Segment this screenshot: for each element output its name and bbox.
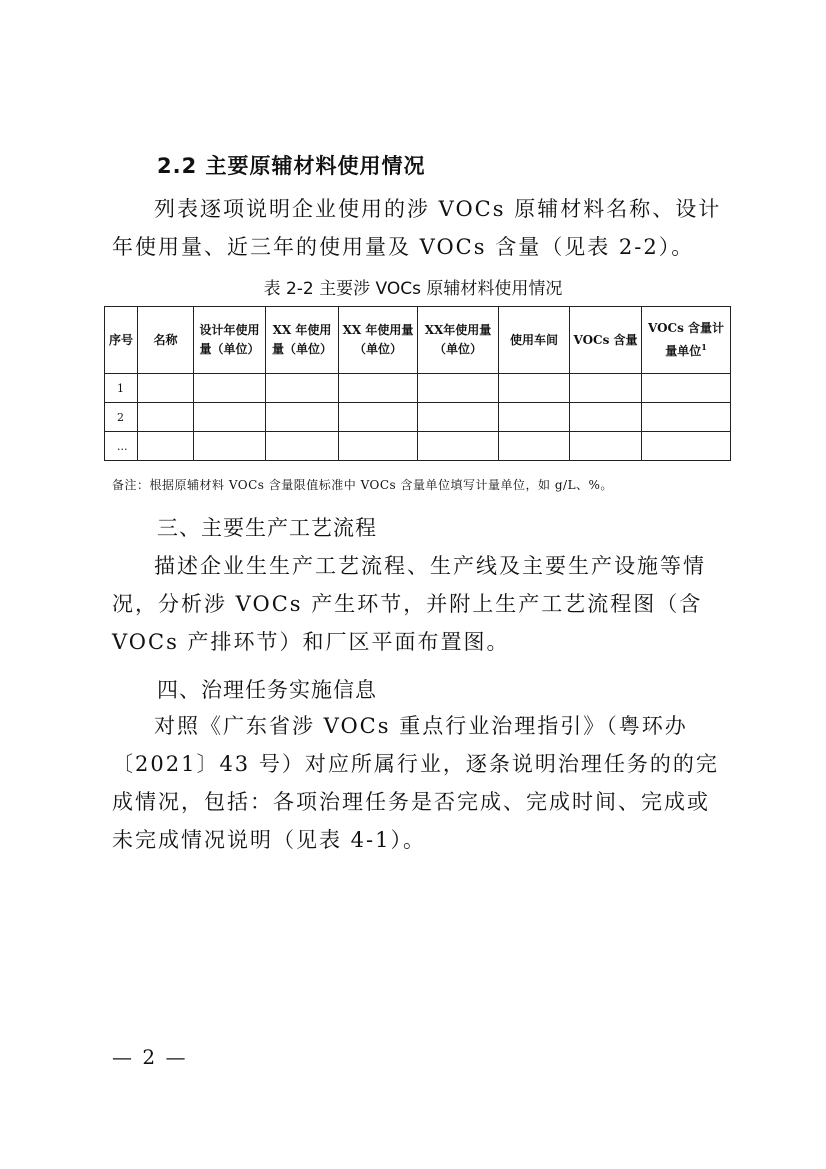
materials-table <box>104 306 731 461</box>
table-cell <box>266 403 339 432</box>
table-cell <box>339 374 418 403</box>
table-cell <box>138 403 194 432</box>
section-4-paragraph: 对照《广东省涉 VOCs 重点行业治理指引》（粤环办〔2021〕43 号）对应所属行业，逐条说明治理任务的的完成情况，包括：各项治理任务是否完成、完成时间、完成或未完成情况说明（见表 4-1）。 <box>112 714 719 852</box>
header-cell <box>642 307 731 374</box>
footnote-mark: 1 <box>701 342 707 352</box>
section-heading-2-2: 2.2 主要原辅材料使用情况 <box>157 154 426 178</box>
table-cell <box>266 432 339 461</box>
section-3-paragraph: 描述企业生生产工艺流程、生产线及主要生产设施等情况，分析涉 VOCs 产生环节，并附上生产工艺流程图（含 VOCs 产排环节）和厂区平面布置图。 <box>112 554 706 654</box>
table-cell <box>499 403 570 432</box>
table-cell <box>194 403 266 432</box>
table-caption: 表 2-2 主要涉 VOCs 原辅材料使用情况 <box>263 279 563 299</box>
section-heading-4: 四、治理任务实施信息 <box>157 678 377 702</box>
header-cell: XX年使用量（单位） <box>418 307 499 374</box>
header-cell: XX 年使用量（单位） <box>339 307 418 374</box>
table-cell <box>499 432 570 461</box>
header-cell: XX 年使用量（单位） <box>266 307 339 374</box>
table-cell <box>570 403 642 432</box>
header-cell: 使用车间 <box>499 307 570 374</box>
table-cell <box>138 374 194 403</box>
table-row <box>105 432 731 461</box>
header-cell: 名称 <box>138 307 194 374</box>
table-row <box>105 374 731 403</box>
table-cell <box>642 432 731 461</box>
table-note: 备注：根据原辅材料 VOCs 含量限值标准中 VOCs 含量单位填写计量单位，如 g/L、%。 <box>112 478 613 492</box>
section-heading-3: 三、主要生产工艺流程 <box>157 516 377 540</box>
table-cell <box>642 403 731 432</box>
table-cell <box>418 432 499 461</box>
table-cell <box>570 432 642 461</box>
header-cell: VOCs 含量 <box>570 307 642 374</box>
table-cell <box>194 374 266 403</box>
table-cell <box>418 403 499 432</box>
page-number: — 2 — <box>112 1045 188 1069</box>
row-number-cell: 1 <box>105 374 138 403</box>
table-cell <box>339 403 418 432</box>
table-header-row <box>105 307 731 374</box>
row-number-cell: 2 <box>105 403 138 432</box>
table-cell <box>266 374 339 403</box>
table-cell <box>339 432 418 461</box>
table-cell <box>194 432 266 461</box>
table-cell <box>418 374 499 403</box>
table-cell <box>138 432 194 461</box>
row-number-cell: ... <box>105 432 138 461</box>
header-cell: 设计年使用量（单位） <box>194 307 266 374</box>
table-cell <box>642 374 731 403</box>
header-cell: 序号 <box>105 307 138 374</box>
table-cell <box>570 374 642 403</box>
header-cell-text: VOCs 含量计量单位 <box>647 321 725 358</box>
section-2-2-paragraph: 列表逐项说明企业使用的涉 VOCs 原辅材料名称、设计年使用量、近三年的使用量及 VOCs 含量（见表 2-2）。 <box>112 197 722 259</box>
table-cell <box>499 374 570 403</box>
table-row <box>105 403 731 432</box>
